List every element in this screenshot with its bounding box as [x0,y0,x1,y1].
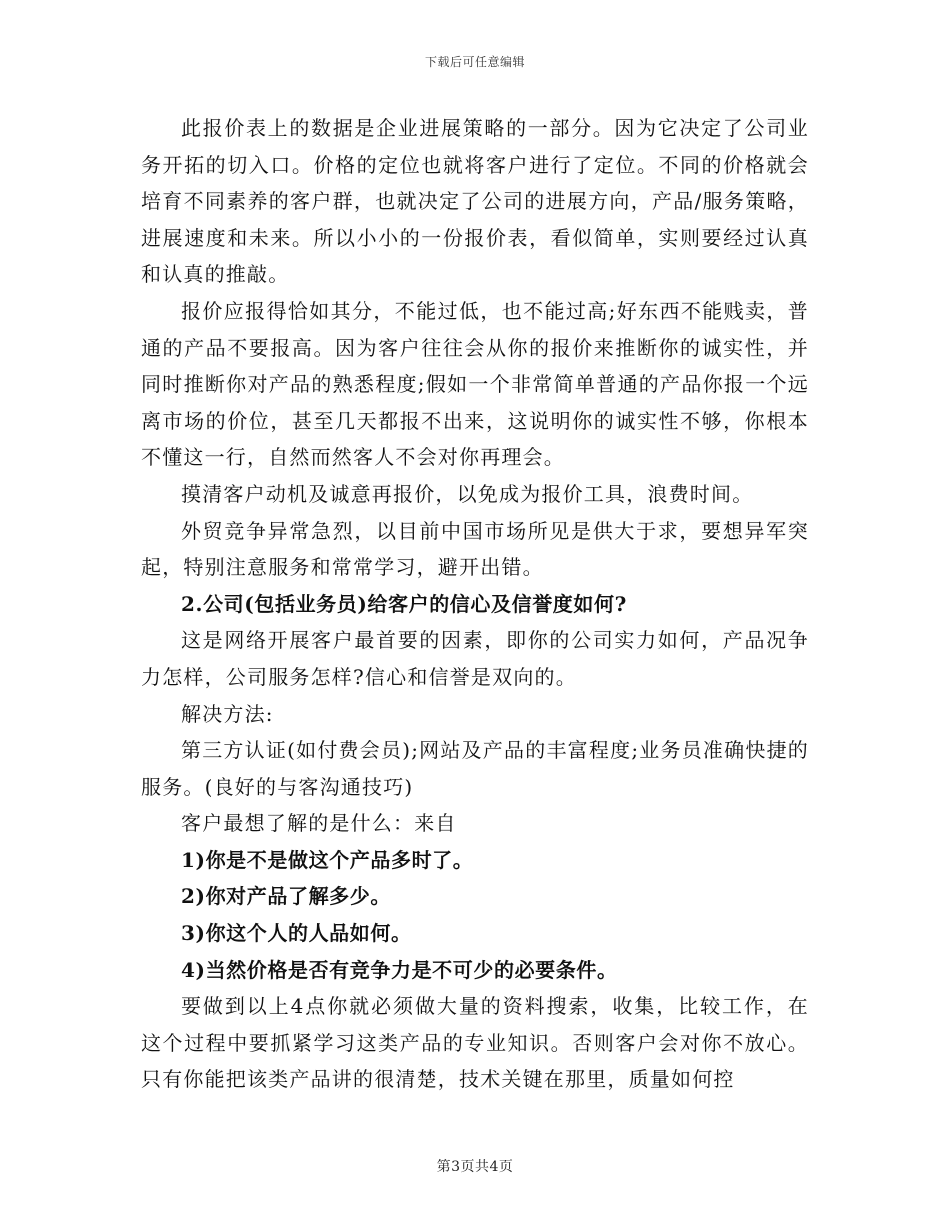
paragraph-competition: 外贸竞争异常急烈，以目前中国市场所见是供大于求，要想异军突起，特别注意服务和常常学习，避开出错。 [141,518,809,580]
paragraph-pricing-strategy: 此报价表上的数据是企业进展策略的一部分。因为它决定了公司业务开拓的切入口。价格的定位也就将客户进行了定位。不同的价格就会培育不同素养的客户群，也就决定了公司的进展方向，产品/服务策略，进展速度和未来。所以小小的一份报价表，看似简单，实则要经过认真和认真的推敲。 [141,116,809,287]
section-heading-trust: 2.公司(包括业务员)给客户的信心及信誉度如何? [181,591,627,616]
paragraph-research-advice: 要做到以上4点你就必须做大量的资料搜索，收集，比较工作，在这个过程中要抓紧学习这类产品的专业知识。否则客户会对你不放心。只有你能把该类产品讲的很清楚，技术关键在那里，质量如何控 [141,994,809,1092]
list-item-2: 2)你对产品了解多少。 [181,884,391,909]
paragraph-trust-factor: 这是网络开展客户最首要的因素，即你的公司实力如何，产品况争力怎样，公司服务怎样?信心和信誉是双向的。 [141,628,809,689]
paragraph-solution-label: 解决方法: [181,701,274,726]
list-item-4: 4)当然价格是否有竞争力是不可少的必要条件。 [181,957,618,982]
document-body [141,110,809,1098]
page-footer: 第3页共4页 [436,1159,514,1175]
paragraph-customer-wants: 客户最想了解的是什么：来自 [181,811,457,836]
paragraph-solution-detail: 第三方认证(如付费会员);网站及产品的丰富程度;业务员准确快捷的服务。(良好的与客沟通技巧) [141,738,809,799]
paragraph-pricing-advice: 报价应报得恰如其分，不能过低，也不能过高;好东西不能贱卖，普通的产品不要报高。因为客户往往会从你的报价来推断你的诚实性，并同时推断你对产品的熟悉程度;假如一个非常简单普通的产品你报一个远离市场的价位，甚至几天都报不出来，这说明你的诚实性不够，你根本不懂这一行，自然而然客人不会对你再理会。 [141,298,809,470]
list-item-1: 1)你是不是做这个产品多时了。 [181,847,474,872]
list-item-3: 3)你这个人的人品如何。 [181,921,412,946]
paragraph-customer-motive: 摸清客户动机及诚意再报价，以免成为报价工具，浪费时间。 [181,481,754,506]
page-header: 下载后可任意编辑 [424,55,525,69]
